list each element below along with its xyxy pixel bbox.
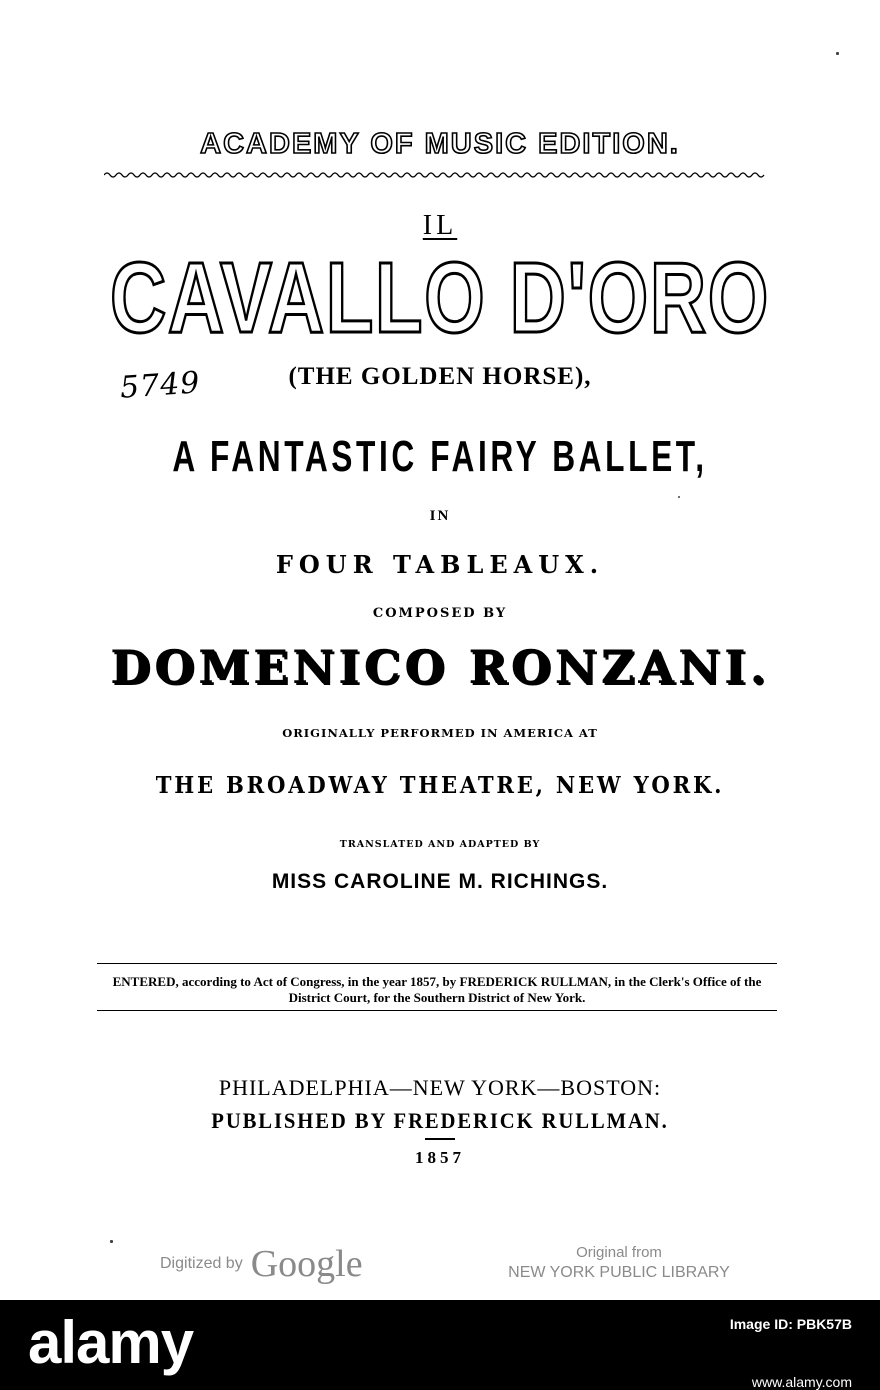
publishing-places: PHILADELPHIA—NEW YORK—BOSTON: [218,1075,662,1100]
original-label: Original from [576,1244,662,1261]
genre-line: A FANTASTIC FAIRY BALLET, [172,432,708,481]
digitized-by-watermark [160,1242,363,1286]
composed-by-label: COMPOSED BY [372,606,508,621]
paper-speck [836,52,839,55]
publisher-line: PUBLISHED BY FREDERICK RULLMAN. [211,1108,669,1133]
google-logo: Google [250,1243,363,1285]
subtitle: (THE GOLDEN HORSE), [288,363,592,390]
performed-line: ORIGINALLY PERFORMED IN AMERICA AT [282,726,598,740]
composer-name: DOMENICO RONZANI. [110,640,770,694]
site-url[interactable]: www.alamy.com [751,1374,852,1390]
paper-speck [110,1240,113,1243]
alamy-logo[interactable]: alamy [28,1309,194,1376]
decorative-wavy-rule [104,170,766,180]
publisher-divider [425,1138,455,1140]
translator-name: MISS CAROLINE M. RICHINGS. [271,870,609,893]
edition-heading: ACADEMY OF MUSIC EDITION. [200,128,680,160]
image-id: Image ID: PBK57B [729,1316,852,1332]
translated-by-label: TRANSLATED AND ADAPTED BY [339,839,541,850]
tableaux-line: FOUR TABLEAUX. [275,550,605,579]
handwritten-note: 5749 [118,365,202,406]
original-source-watermark [500,1244,738,1282]
main-title: CAVALLO D'ORO [110,242,770,354]
original-source: NEW YORK PUBLIC LIBRARY [508,1264,730,1281]
title-article: IL [422,210,458,241]
paper-speck [678,496,680,498]
copyright-notice: ENTERED, according to Act of Congress, in the year 1857, by FREDERICK RULLMAN, in the Clerk's Office of the District Court, for the Southern District of New York. [112,974,762,1005]
footer-meta [730,1316,852,1390]
rule-top [97,963,777,964]
publication-year: 1857 [415,1148,465,1167]
rule-bottom [97,1010,777,1011]
in-word: IN [429,508,451,524]
digitized-label: Digitized by [160,1255,243,1272]
theatre-line: THE BROADWAY THEATRE, NEW YORK. [155,772,725,799]
